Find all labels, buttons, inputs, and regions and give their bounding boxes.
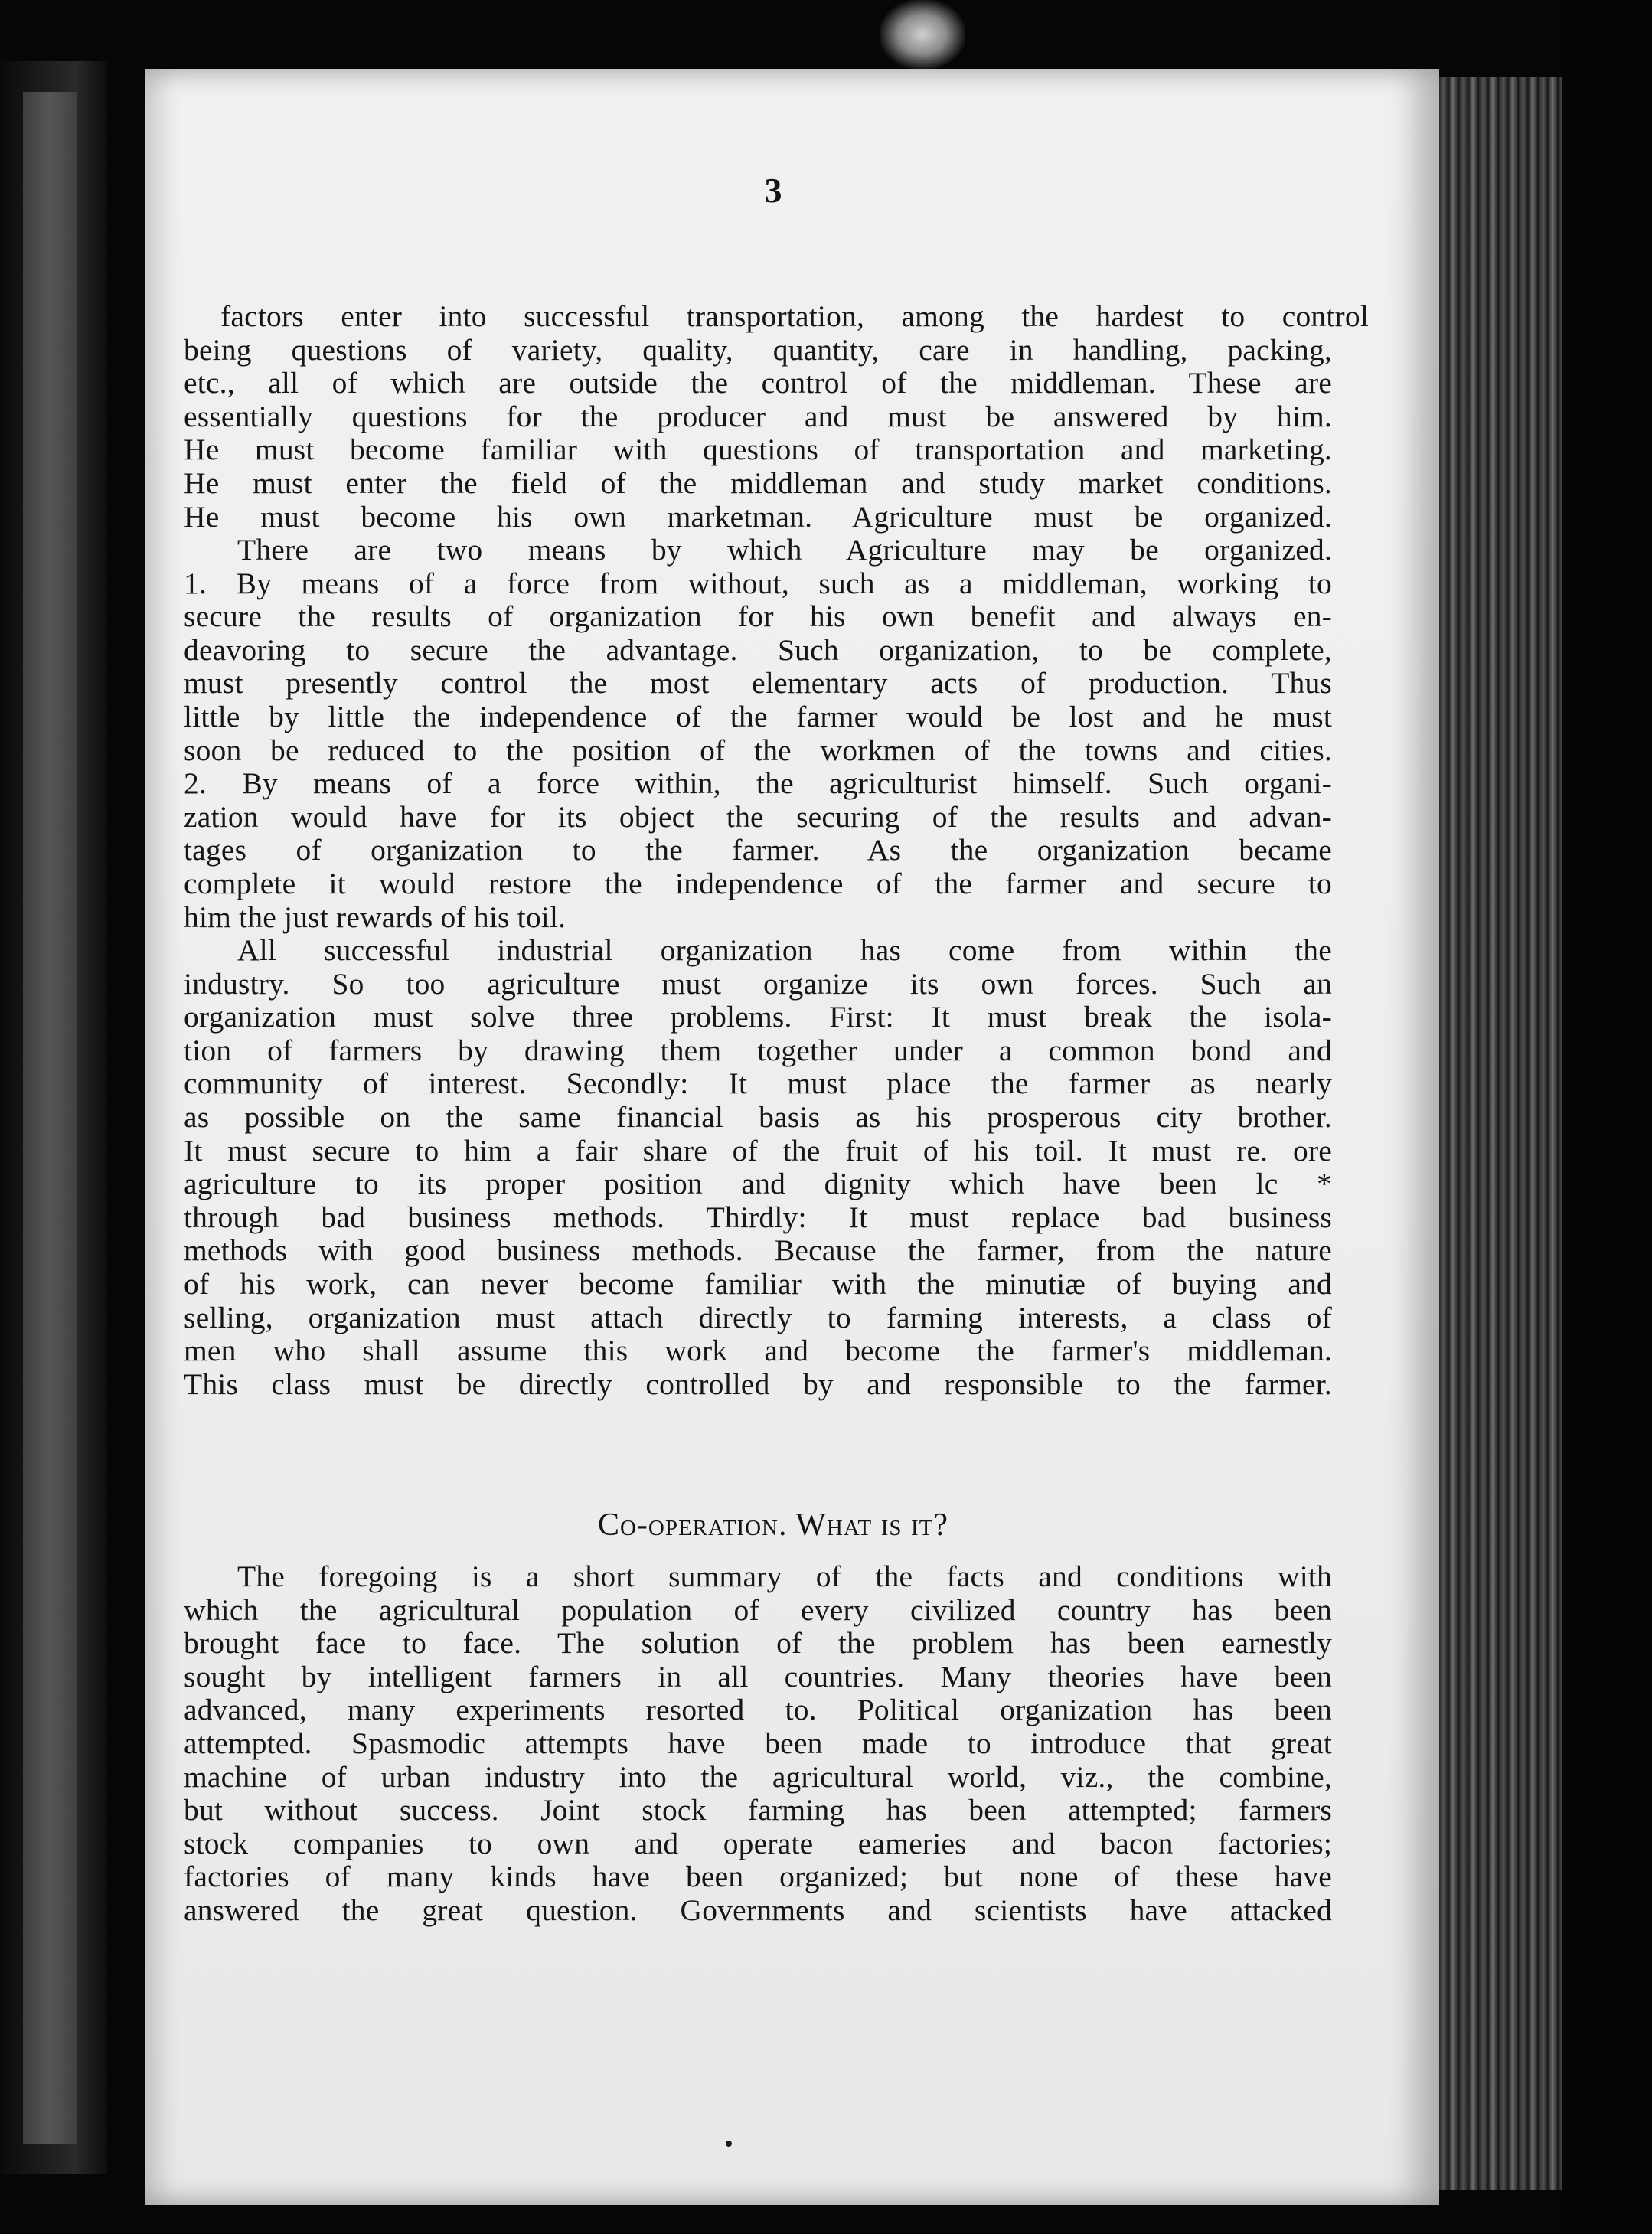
text-line: agriculture to its proper position and dignity which have been lc * <box>184 1167 1332 1201</box>
text-line: answered the great question. Governments and scientists have attacked <box>184 1893 1332 1927</box>
text-line: He must enter the field of the middleman and study market conditions. <box>184 465 1332 500</box>
text-line: through bad business methods. Thirdly: It must replace bad business <box>184 1200 1332 1234</box>
right-background <box>1562 0 1652 2234</box>
text-line: tion of farmers by drawing them together under a common bond and <box>184 1033 1332 1067</box>
text-line: selling, organization must attach directly to farming interests, a class of <box>184 1300 1332 1334</box>
text-line: attempted. Spasmodic attempts have been made to introduce that great <box>184 1726 1332 1760</box>
text-line: but without success. Joint stock farming has been attempted; farmers <box>184 1793 1332 1827</box>
left-page-sliver <box>23 92 77 2144</box>
page-number: 3 <box>764 171 782 210</box>
text-line: He must become familiar with questions of transportation and marketing. <box>184 433 1332 467</box>
text-line: sought by intelligent farmers in all countries. Many theories have been <box>184 1659 1332 1693</box>
text-line: This class must be directly controlled by and responsible to the farmer. <box>184 1367 1332 1401</box>
text-line: There are two means by which Agriculture may be organized. <box>237 533 1332 567</box>
page-stack-edge <box>1439 77 1562 2190</box>
text-line: factories of many kinds have been organized; but none of these have <box>184 1860 1332 1894</box>
section-heading: Co-operation. What is it? <box>597 1507 949 1543</box>
text-line: The foregoing is a short summary of the facts and conditions with <box>237 1560 1332 1593</box>
paragraph-3 <box>184 934 1332 1401</box>
text-line: machine of urban industry into the agricultural world, viz., the combine, <box>184 1759 1332 1794</box>
text-line: him the just rewards of his toil. <box>184 900 566 934</box>
text-line: advanced, many experiments resorted to. Political organization has been <box>184 1693 1332 1727</box>
text-line: brought face to face. The solution of the problem has been earnestly <box>184 1626 1332 1661</box>
text-line: men who shall assume this work and become the farmer's middleman. <box>184 1334 1332 1368</box>
text-line: It must secure to him a fair share of the fruit of his toil. It must re. ore <box>184 1133 1332 1168</box>
text-line: being questions of variety, quality, quantity, care in handling, packing, <box>184 332 1332 367</box>
text-line: deavoring to secure the advantage. Such organization, to be complete, <box>184 632 1332 667</box>
text-line: community of interest. Secondly: It must place the farmer as nearly <box>184 1066 1332 1101</box>
paragraph-4 <box>184 1560 1332 1928</box>
text-line: methods with good business methods. Because the farmer, from the nature <box>184 1233 1332 1268</box>
text-line: 2. By means of a force within, the agriculturist himself. Such organi- <box>184 766 1332 801</box>
text-line: factors enter into successful transportation, among the hardest to control <box>220 299 1369 333</box>
paragraph-2 <box>184 534 1332 934</box>
text-line: He must become his own marketman. Agriculture must be organized. <box>184 499 1332 534</box>
text-line: zation would have for its object the securing of the results and advan- <box>184 799 1332 834</box>
text-line: essentially questions for the producer and must be answered by him. <box>184 399 1332 433</box>
text-line: 1. By means of a force from without, such as a middleman, working to <box>184 566 1332 600</box>
text-line: of his work, can never become familiar with the minutiæ of buying and <box>184 1266 1332 1301</box>
text-line: soon be reduced to the position of the workmen of the towns and cities. <box>184 733 1332 767</box>
top-smudge <box>880 0 965 69</box>
paragraph-1 <box>184 299 1369 534</box>
text-line: complete it would restore the independence of the farmer and secure to <box>184 866 1332 900</box>
text-line: as possible on the same financial basis as his prosperous city brother. <box>184 1099 1332 1134</box>
text-line: secure the results of organization for his own benefit and always en- <box>184 599 1332 634</box>
text-line: tages of organization to the farmer. As the organization became <box>184 833 1332 867</box>
ink-speck <box>726 2141 732 2147</box>
text-line: industry. So too agriculture must organize its own forces. Such an <box>184 966 1332 1001</box>
text-line: etc., all of which are outside the control of the middleman. These are <box>184 366 1332 400</box>
text-line: organization must solve three problems. First: It must break the isola- <box>184 1000 1332 1034</box>
text-line: which the agricultural population of every civilized country has been <box>184 1592 1332 1627</box>
text-line: little by little the independence of the farmer would be lost and he must <box>184 699 1332 733</box>
text-line: must presently control the most elementary acts of production. Thus <box>184 666 1332 701</box>
text-line: stock companies to own and operate eameries and bacon factories; <box>184 1826 1332 1860</box>
text-line: All successful industrial organization has come from within the <box>237 933 1332 967</box>
